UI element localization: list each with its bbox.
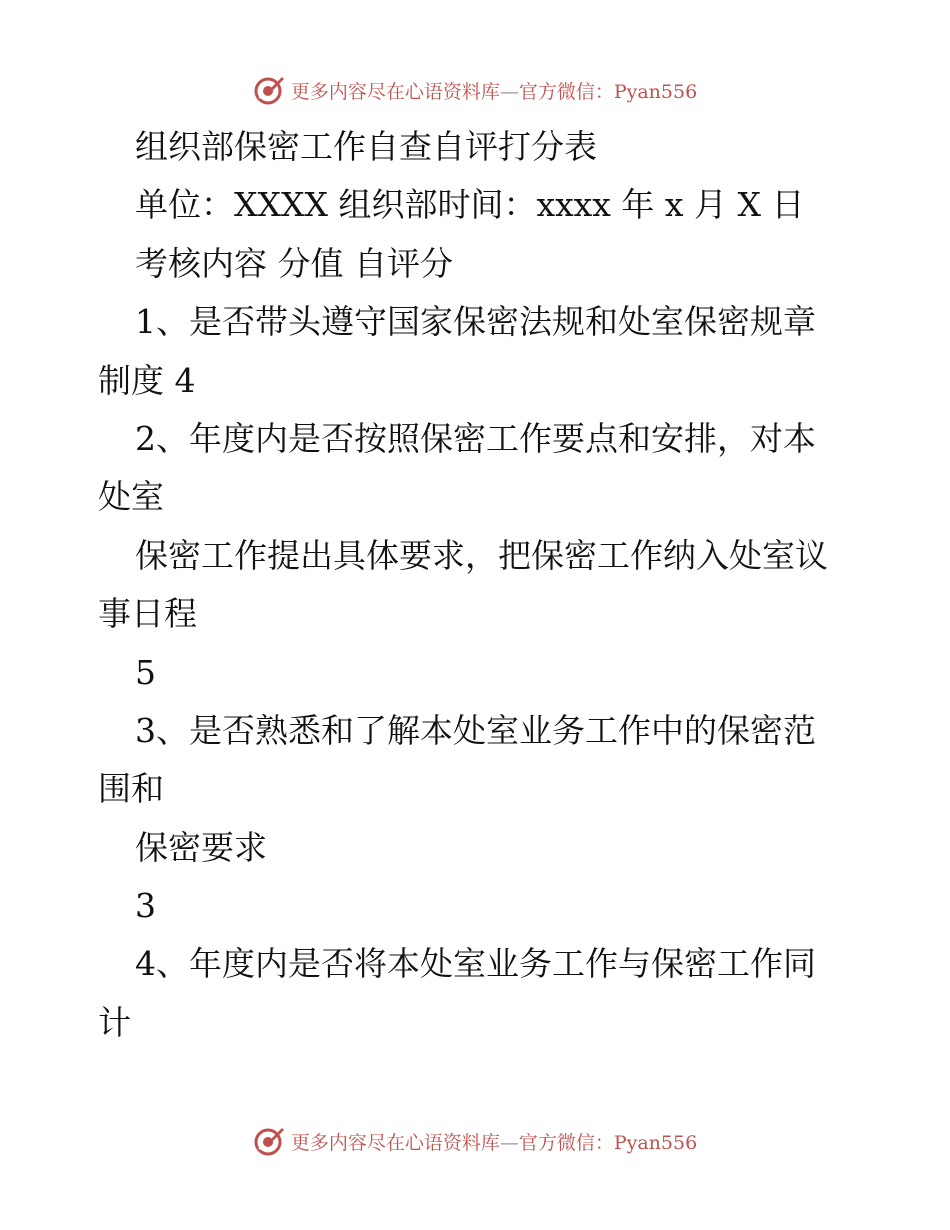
item-2-line-2: 处室 [98, 477, 164, 517]
watermark-wechat: 官方微信：Pyan556 [518, 80, 698, 103]
watermark-separator: — [499, 1131, 519, 1154]
item-2-score: 5 [135, 652, 156, 692]
item-3-line-1: 3、是否熟悉和了解本处室业务工作中的保密范 [135, 710, 816, 750]
item-2-line-3: 保密工作提出具体要求，把保密工作纳入处室议 [135, 535, 828, 575]
document-title: 组织部保密工作自查自评打分表 [135, 127, 597, 166]
table-header-line: 考核内容 分值 自评分 [135, 243, 453, 283]
watermark-content [253, 74, 697, 106]
item-1-line-2: 制度 4 [98, 360, 196, 400]
pen-logo-icon [253, 1125, 285, 1157]
watermark-banner-bottom [0, 1119, 950, 1163]
document-body [98, 118, 858, 1052]
watermark-text [291, 77, 697, 104]
item-2-line-4: 事日程 [98, 594, 197, 634]
watermark-title: 更多内容尽在心语资料库 [290, 1131, 500, 1154]
item-2-line-1: 2、年度内是否按照保密工作要点和安排，对本 [135, 418, 816, 458]
item-4-line-1: 4、年度内是否将本处室业务工作与保密工作同 [135, 944, 816, 984]
item-3-line-2: 围和 [98, 769, 164, 809]
pen-logo-icon [253, 74, 285, 106]
item-3-score: 3 [135, 886, 156, 926]
watermark-text [291, 1128, 697, 1155]
watermark-wechat: 官方微信：Pyan556 [518, 1131, 698, 1154]
watermark-title: 更多内容尽在心语资料库 [290, 80, 500, 103]
unit-date-line: 单位：XXXX 组织部时间：xxxx 年 x 月 X 日 [135, 185, 805, 225]
item-1-line-1: 1、是否带头遵守国家保密法规和处室保密规章 [135, 302, 816, 342]
watermark-separator: — [499, 80, 519, 103]
watermark-content [253, 1125, 697, 1157]
item-3-line-3: 保密要求 [135, 827, 267, 867]
watermark-banner-top [0, 68, 950, 112]
item-4-line-2: 计 [98, 1002, 131, 1042]
